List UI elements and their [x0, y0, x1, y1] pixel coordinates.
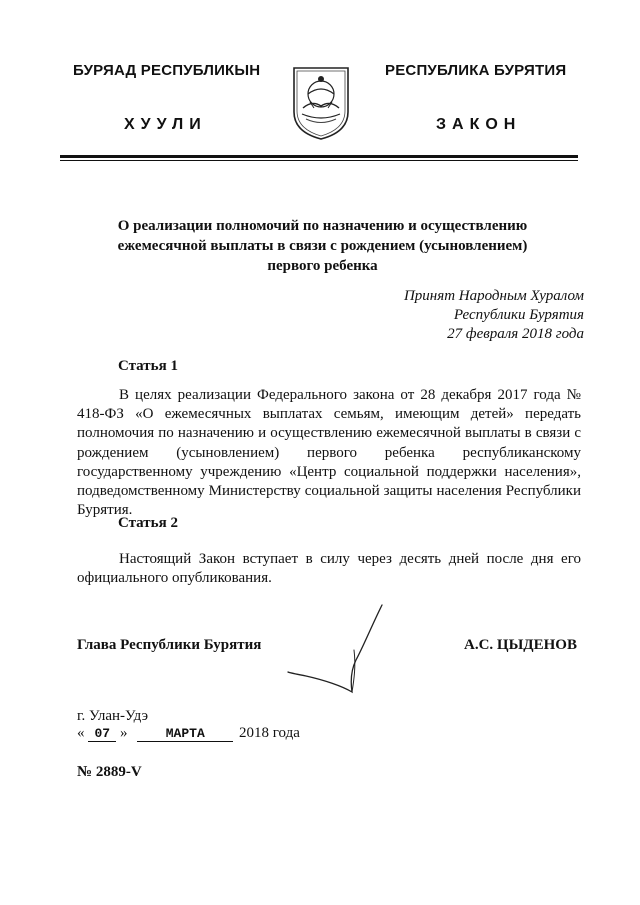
header-left-republic: БУРЯАД РЕСПУБЛИКЫН	[73, 62, 261, 79]
adoption-line-2: Республики Бурятия	[453, 307, 584, 323]
adoption-note	[324, 287, 584, 344]
article-2-text: Настоящий Закон вступает в силу через десять дней после дня его официального опубликования.	[77, 551, 581, 587]
adoption-line-3: 27 февраля 2018 года	[447, 326, 584, 342]
header-right-type: ЗАКОН	[436, 116, 522, 133]
signatory-position: Глава Республики Бурятия	[77, 637, 262, 653]
date-close-quote: »	[120, 725, 128, 741]
city: г. Улан-Удэ	[77, 708, 149, 724]
header-left-type: ХУУЛИ	[124, 116, 207, 133]
article-1-heading: Статья 1	[118, 358, 178, 374]
date-open-quote: «	[77, 725, 85, 741]
signatory-name: А.С. ЦЫДЕНОВ	[464, 637, 577, 653]
adoption-line-1: Принят Народным Хуралом	[403, 288, 584, 304]
article-2-heading: Статья 2	[118, 515, 178, 531]
law-title	[70, 216, 575, 276]
coat-of-arms-icon	[290, 64, 352, 142]
date-month: МАРТА	[137, 726, 233, 742]
date-day: 07	[88, 726, 116, 742]
handwritten-signature-icon	[284, 600, 394, 700]
header-rule-thin	[60, 160, 578, 161]
law-title-line-2: ежемесячной выплаты в связи с рождением (усыновлением)	[117, 238, 528, 254]
law-number: № 2889-V	[77, 764, 142, 780]
header-right-republic: РЕСПУБЛИКА БУРЯТИЯ	[385, 62, 567, 79]
header-rule-thick	[60, 155, 578, 158]
date-year: 2018 года	[239, 725, 300, 741]
article-1-text: В целях реализации Федерального закона от 28 декабря 2017 года № 418-ФЗ «О ежемесячных выплатах семьям, имеющим детей» передать полномочия по назначению и осуществлению ежемесячной выплаты в связи с рождением (усыновлением) первого ребенка республиканскому государственному учреждению «Центр социальной поддержки населения», подведомственному Министерству социальной защиты населения Республики Бурятия.	[77, 387, 581, 519]
signing-date	[77, 725, 300, 742]
law-title-line-1: О реализации полномочий по назначению и осуществлению	[117, 218, 528, 234]
law-title-line-3: первого ребенка	[267, 258, 378, 274]
